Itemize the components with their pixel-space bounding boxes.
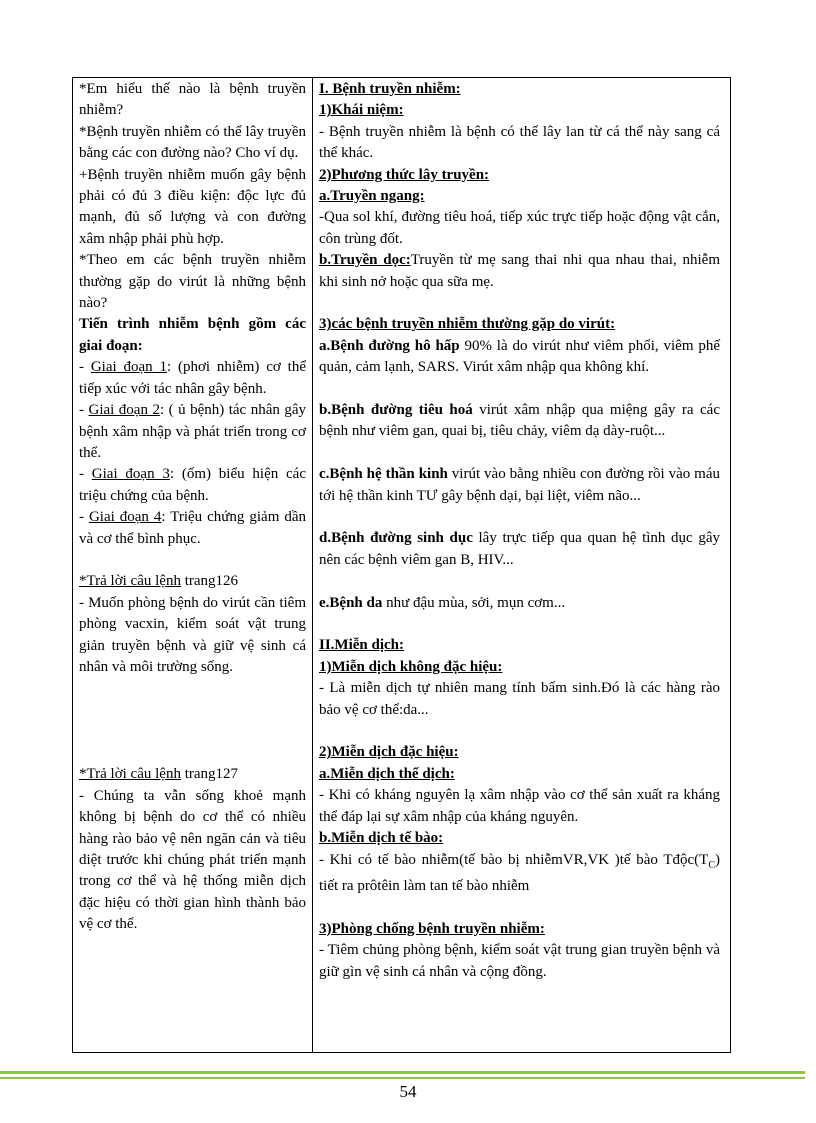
genital-text: lây trực tiếp qua quan hệ tình dục gây nên các bệnh viêm gan B, HIV...: [319, 530, 720, 568]
stages-heading: Tiến trình nhiễm bệnh gồm các giai đoạn:: [79, 316, 306, 354]
stage-label: Giai đoạn 1: [90, 359, 167, 376]
respiratory-label: a.Bệnh đường hô hấp: [319, 337, 460, 354]
footer-rule-bottom: [0, 1077, 805, 1079]
concept-text: - Bệnh truyền nhiễm là bệnh có thể lây lan từ cá thể này sang cá thể khác.: [319, 123, 720, 162]
skin-text: như đậu mùa, sởi, mụn cơm...: [382, 594, 566, 611]
stage-label: Giai đoạn 4: [88, 509, 162, 526]
nervous-disease: [319, 464, 720, 507]
nervous-text: virút vào bằng nhiều con đường rồi vào máu tới hệ thần kinh TƯ gây bệnh dại, bại liệt, viêm não...: [319, 466, 720, 504]
stage-label: Giai đoạn 3: [91, 466, 170, 483]
content-table: [72, 77, 731, 1053]
respiratory-text: 90% là do virút như viêm phổi, viêm phế quản, cảm lạnh, SARS. Virút xâm nhập qua không khí.: [319, 337, 720, 376]
humoral-immunity-text: - Khi có kháng nguyên lạ xâm nhập vào cơ thể sản xuất ra kháng thể đáp lại sự xâm nhập của kháng nguyên.: [319, 787, 720, 825]
stage-4: - Giai đoạn 4: Triệu chứng giảm dần và cơ thể bình phục.: [79, 509, 307, 547]
answer-2-label: *Trả lời câu lệnh: [79, 766, 181, 783]
question-3: +Bệnh truyền nhiễm muốn gây bệnh phải có đủ 3 điều kiện: độc lực đủ mạnh, đủ số lượng và con đường xâm nhập phải phù hợp.: [79, 166, 306, 247]
answer-2-text: - Chúng ta vẫn sống khoẻ mạnh không bị bệnh do cơ thể có nhiều hàng rào bảo vệ nên ngăn cản và tiêu diệt trước khi chúng phát triển mạnh trong cơ thể và hệ thống miễn dịch đặc hiệu có thời gian hình thành bảo vệ cơ thể.: [79, 787, 306, 933]
answer-1-page: trang126: [180, 573, 239, 590]
genital-label: d.Bệnh đường sinh dục: [319, 530, 473, 547]
specific-immunity-heading: 2)Miễn dịch đặc hiệu:: [319, 744, 459, 761]
stage-3: - Giai đoạn 3: (ốm) biểu hiện các triệu chứng của bệnh.: [79, 466, 307, 504]
nervous-label: c.Bệnh hệ thần kinh: [319, 466, 448, 483]
digestive-label: b.Bệnh đường tiêu hoá: [319, 402, 473, 419]
page-number: 54: [399, 1082, 417, 1101]
stage-text: : (ốm) biểu hiện các triệu chứng của bệnh.: [79, 466, 307, 504]
question-1: *Em hiểu thế nào là bệnh truyền nhiễm?: [79, 81, 306, 119]
subscript-c: C: [708, 859, 715, 871]
skin-label: e.Bệnh da: [319, 594, 383, 611]
section-1-heading: I. Bệnh truyền nhiễm:: [319, 81, 461, 97]
cellular-immunity-text: [319, 850, 720, 898]
stage-text: : Triệu chứng giảm dần và cơ thể bình phục.: [79, 509, 307, 547]
digestive-text: virút xâm nhập qua miệng gây ra các bệnh như viêm gan, quai bị, tiêu chảy, viêm dạ dày-ruột...: [319, 402, 720, 440]
teacher-activity-column: [73, 78, 313, 1052]
humoral-immunity-heading: a.Miễn dịch thể dịch:: [319, 765, 455, 782]
nonspecific-immunity-text: - Là miễn dịch tự nhiên mang tính bẩm sinh.Đó là các hàng rào bảo vệ cơ thể:da...: [319, 680, 720, 718]
vertical-label: b.Truyền dọc:: [319, 252, 411, 269]
genital-disease: [319, 528, 720, 571]
transmission-heading: 2)Phương thức lây truyền:: [319, 166, 490, 183]
answer-1-label: *Trả lời câu lệnh: [79, 573, 181, 590]
answer-1-heading: [79, 571, 306, 592]
footer-rule-top: [0, 1071, 805, 1074]
skin-disease: [319, 593, 720, 614]
answer-1-text: - Muốn phòng bệnh do virút cần tiêm phòng vacxin, kiểm soát vật trung giản truyền bệnh và giữ vệ sinh cá nhân và môi trường sống.: [79, 594, 306, 675]
prevention-text: - Tiêm chủng phòng bệnh, kiểm soát vật trung gian truyền bệnh và giữ gìn vệ sinh cá nhân và cộng đồng.: [319, 942, 720, 980]
viral-diseases-heading: 3)các bệnh truyền nhiễm thường gặp do virút:: [319, 316, 616, 333]
stage-text: : ( ủ bệnh) tác nhân gây bệnh xâm nhập và phát triển trong cơ thể.: [79, 402, 306, 461]
stage-2: - Giai đoạn 2: ( ủ bệnh) tác nhân gây bệnh xâm nhập và phát triển trong cơ thể.: [79, 402, 306, 461]
stage-1: - Giai đoạn 1: (phơi nhiễm) cơ thể tiếp xúc với tác nhân gây bệnh.: [79, 359, 307, 397]
vertical-text: Truyền từ mẹ sang thai nhi qua nhau thai, nhiễm khi sinh nở hoặc qua sữa mẹ.: [319, 252, 720, 290]
answer-2-page: trang127: [180, 766, 239, 783]
horizontal-heading: a.Truyền ngang:: [319, 188, 425, 205]
digestive-disease: [319, 400, 720, 443]
cellular-immunity-heading: b.Miễn dịch tế bào:: [319, 830, 444, 847]
stage-text: : (phơi nhiễm) cơ thể tiếp xúc với tác nhân gây bệnh.: [79, 359, 307, 397]
answer-2-heading: [79, 764, 306, 785]
concept-heading: 1)Khái niệm:: [319, 102, 404, 119]
vertical-transmission: [319, 250, 720, 293]
nonspecific-immunity-heading: 1)Miễn dịch không đặc hiệu:: [319, 658, 503, 675]
section-2-heading: II.Miễn dịch:: [319, 637, 405, 654]
horizontal-text: -Qua sol khí, đường tiêu hoá, tiếp xúc trực tiếp hoặc động vật cắn, côn trùng đốt.: [319, 209, 720, 247]
cellular-text-part2: ) tiết ra prôtêin làm tan tế bào nhiễm: [319, 851, 720, 894]
cellular-text-part1: - Khi có tế bào nhiễm(tế bào bị nhiễmVR,VK )tế bào Tđộc(T: [319, 851, 709, 868]
respiratory-disease: [319, 336, 720, 379]
content-column: [313, 78, 730, 1052]
stage-label: Giai đoạn 2: [88, 402, 160, 419]
question-2: *Bệnh truyền nhiễm có thể lây truyền bằng các con đường nào? Cho ví dụ.: [79, 123, 306, 162]
prevention-heading: 3)Phòng chống bệnh truyền nhiễm:: [319, 920, 545, 937]
question-4: *Theo em các bệnh truyền nhiễm thường gặp do virút là những bệnh nào?: [79, 252, 306, 312]
